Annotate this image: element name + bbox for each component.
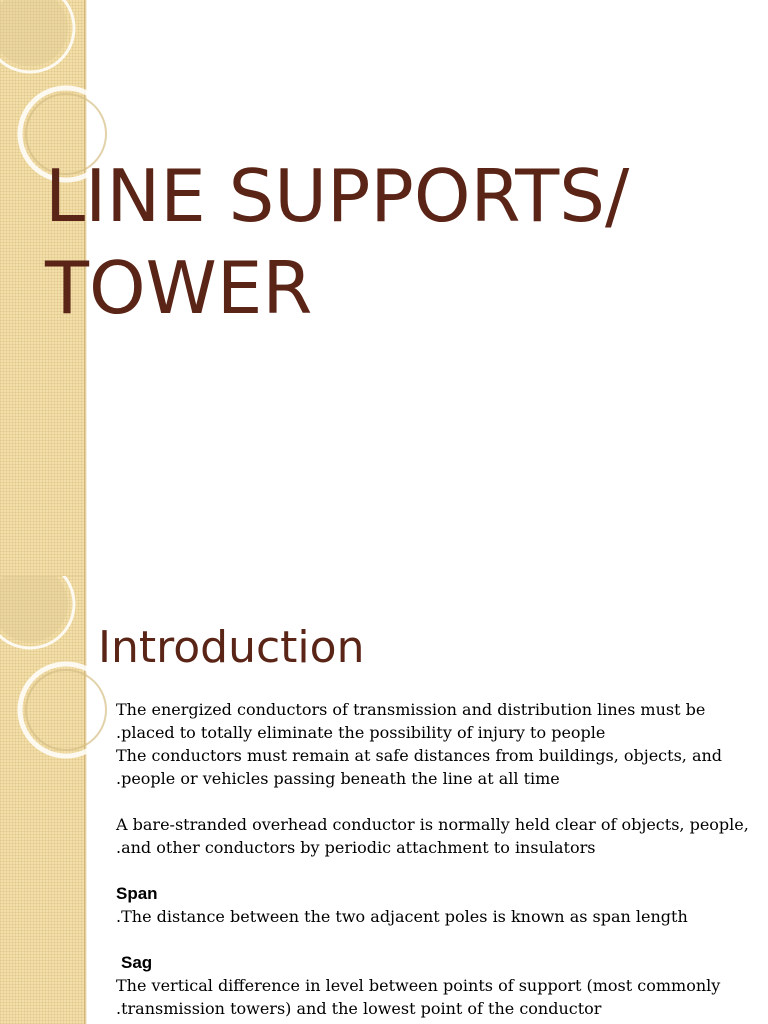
paragraph-line: .and other conductors by periodic attachment to insulators — [116, 838, 596, 857]
paragraph-line: A bare-stranded overhead conductor is normally held clear of objects, people, — [116, 815, 749, 834]
definition-line: .The distance between the two adjacent poles is known as span length — [116, 907, 688, 926]
definition-line: .transmission towers) and the lowest point of the conductor — [116, 999, 602, 1018]
body-text — [116, 698, 761, 1020]
paragraph-line: .people or vehicles passing beneath the line at all time — [116, 769, 560, 788]
paragraph-line: .placed to totally eliminate the possibility of injury to people — [116, 723, 606, 742]
section-heading: Introduction — [98, 622, 365, 673]
ring-decoration-icon — [0, 576, 120, 776]
title-line-1: LINE SUPPORTS/ — [45, 154, 630, 238]
paragraph-line: The energized conductors of transmission and distribution lines must be — [116, 700, 706, 719]
introduction-slide — [0, 576, 768, 1024]
term-span: Span — [116, 884, 158, 903]
paragraph-line: The conductors must remain at safe distances from buildings, objects, and — [116, 746, 723, 765]
slide-title — [45, 150, 629, 334]
title-line-2: TOWER — [45, 246, 313, 330]
term-sag: Sag — [121, 953, 153, 972]
definition-line: The vertical difference in level between points of support (most commonly — [116, 976, 721, 995]
